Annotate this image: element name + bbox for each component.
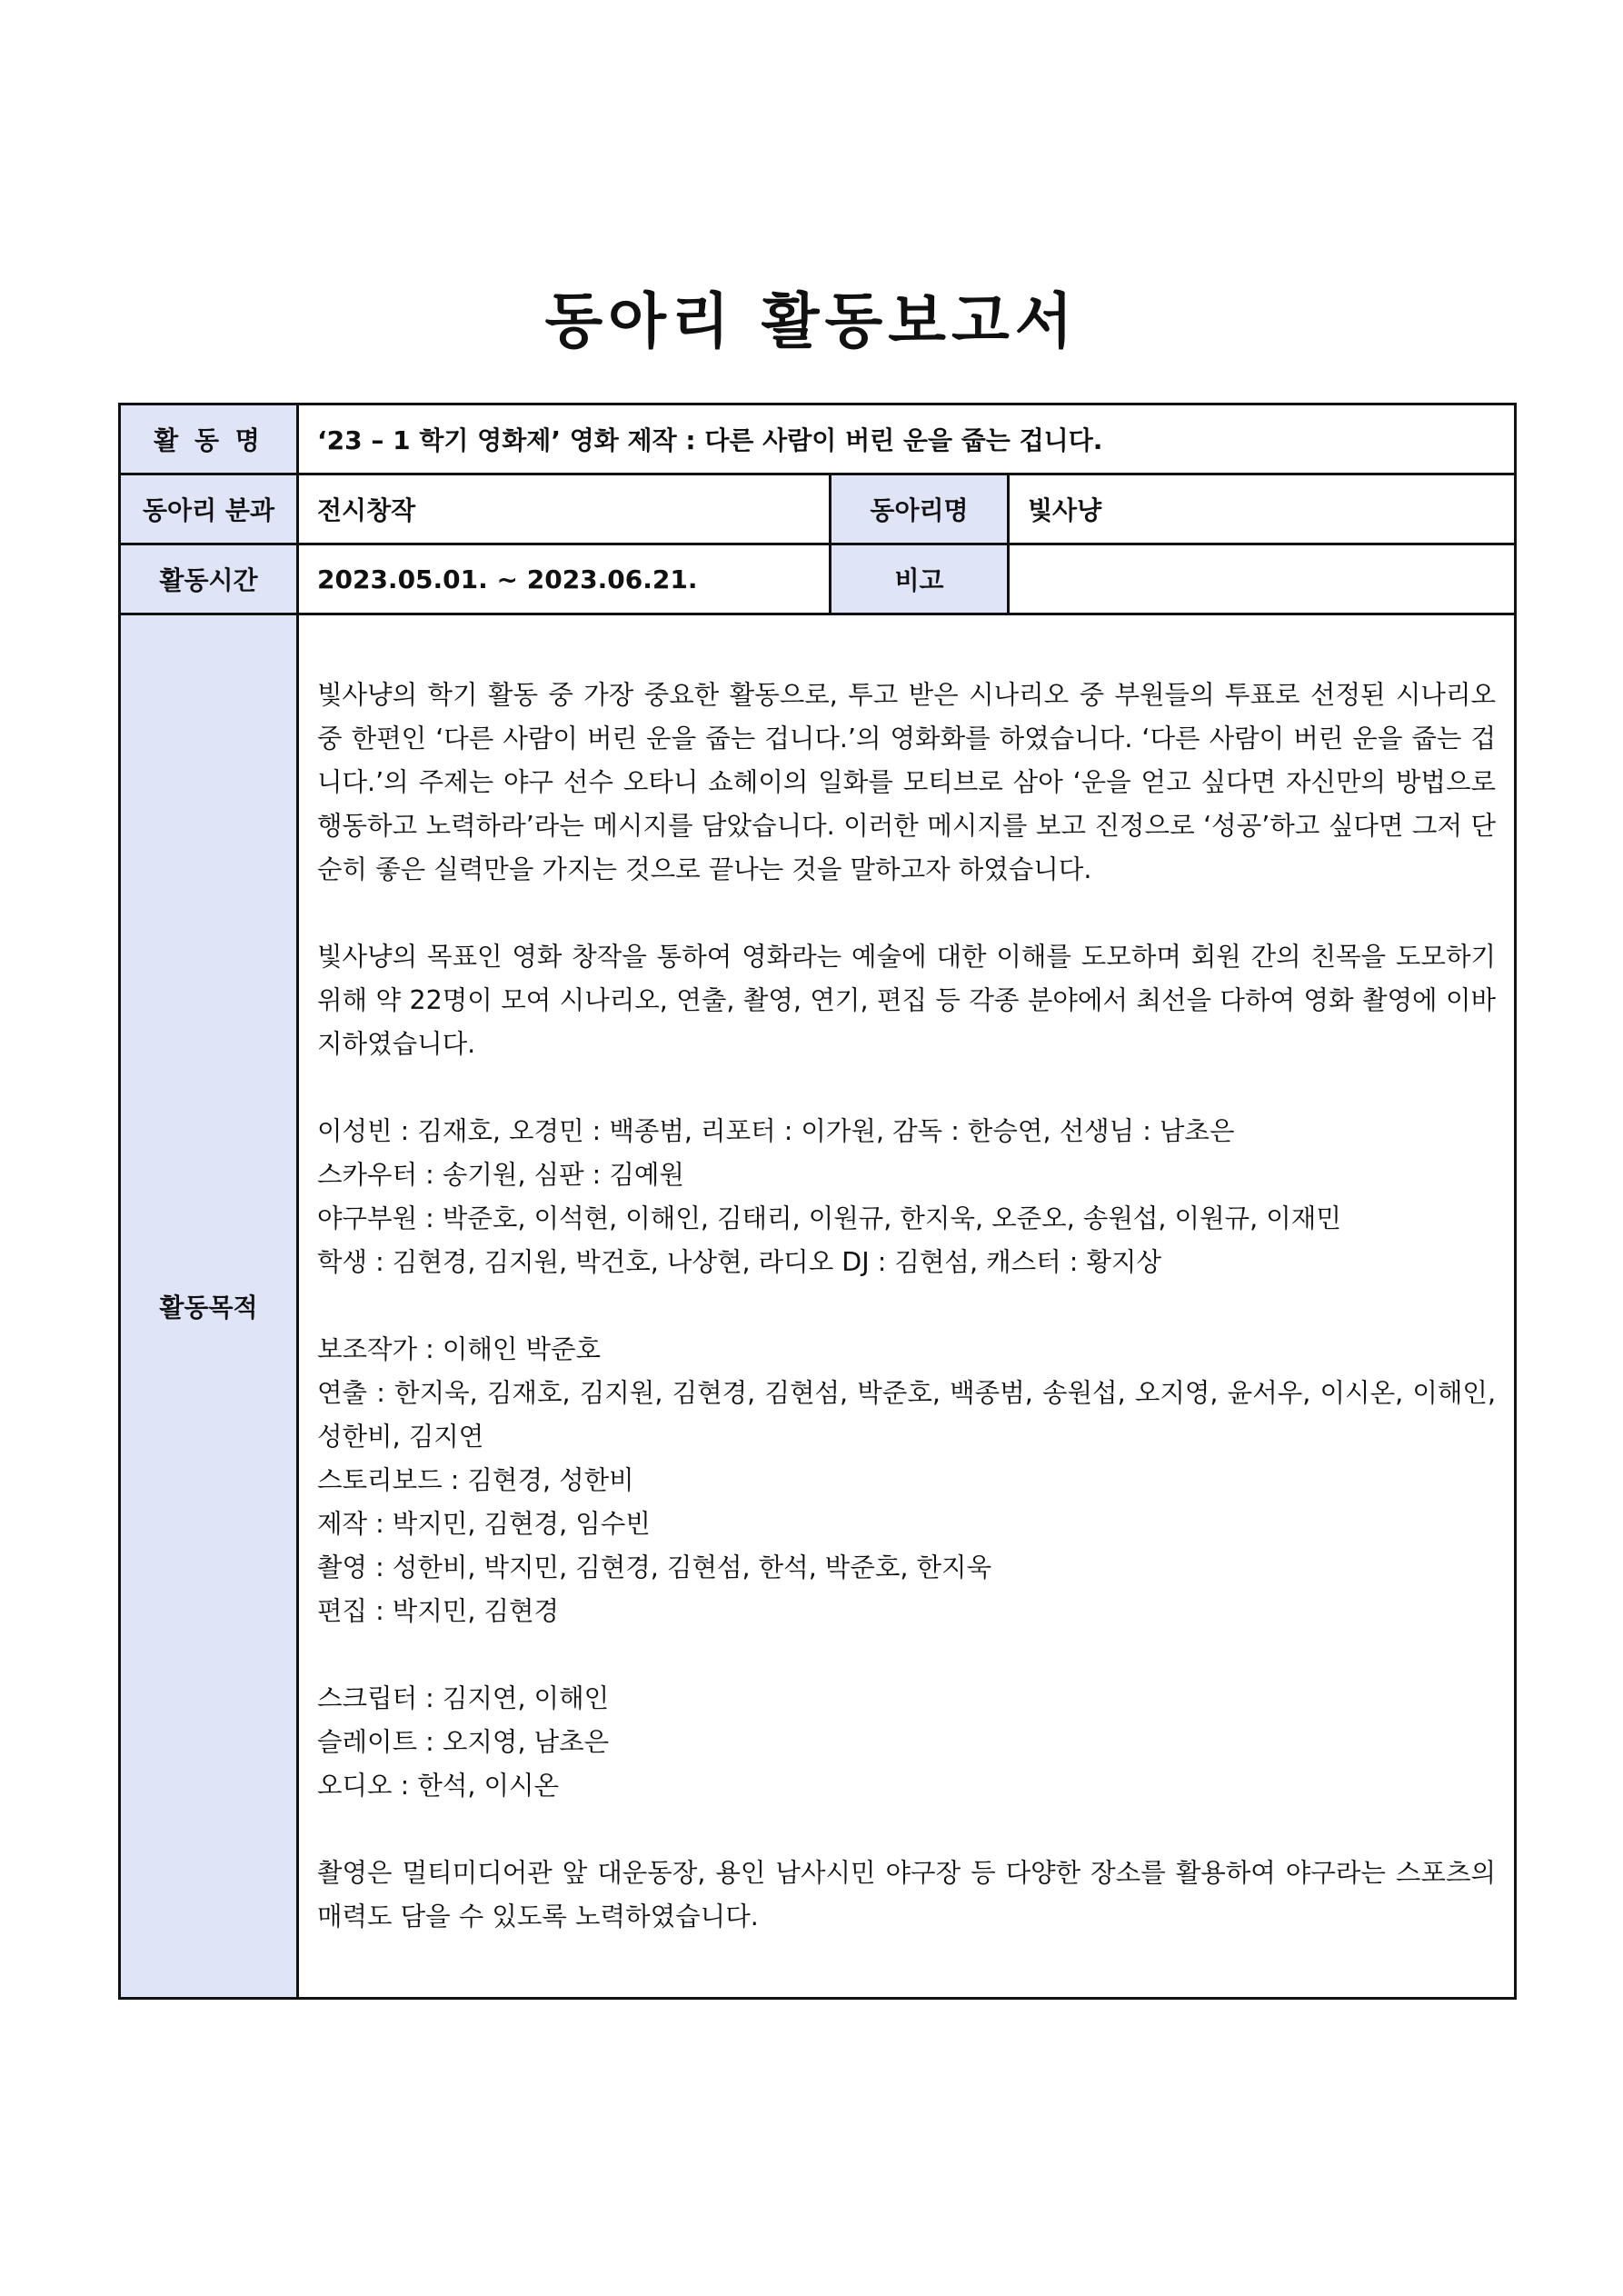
value-activity-name: ‘23 – 1 학기 영화제’ 영화 제작 : 다른 사람이 버린 운을 줍는 겁니다. — [298, 404, 1516, 474]
row-activity-period — [120, 544, 1516, 614]
value-club-division: 전시창작 — [298, 474, 831, 544]
crew-line: 촬영 : 성한비, 박지민, 김현경, 김현섬, 한석, 박준호, 한지욱 — [317, 1552, 992, 1582]
row-activity-purpose — [120, 614, 1516, 1999]
row-club-division — [120, 474, 1516, 544]
label-activity-purpose: 활동목적 — [120, 614, 298, 1999]
value-activity-period: 2023.05.01. ~ 2023.06.21. — [298, 544, 831, 614]
label-club-name: 동아리명 — [831, 474, 1009, 544]
purpose-paragraph-1: 빛사냥의 학기 활동 중 가장 중요한 활동으로, 투고 받은 시나리오 중 부원들의 투표로 선정된 시나리오 중 한편인 ‘다른 사람이 버린 운을 줍는 겁니다.’의 영화화를 하였습니다. ‘다른 사람이 버린 운을 줍는 겁니다.’의 주제는 야구 선수 오타니 쇼헤이의 일화를 모티브로 삼아 ‘운을 얻고 싶다면 자신만의 방법으로 행동하고 노력하라’라는 메시지를 담았습니다. 이러한 메시지를 보고 진정으로 ‘성공’하고 싶다면 그저 단순히 좋은 실력만을 가지는 것으로 끝나는 것을 말하고자 하였습니다. — [317, 680, 1497, 884]
support-line: 스크립터 : 김지연, 이해인 — [317, 1683, 610, 1713]
cast-line: 이성빈 : 김재호, 오경민 : 백종범, 리포터 : 이가원, 감독 : 한승연, 선생님 : 남초은 — [317, 1116, 1235, 1146]
report-table — [118, 403, 1517, 2000]
crew-line: 보조작가 : 이해인 박준호 — [317, 1334, 602, 1364]
cast-line: 야구부원 : 박준호, 이석현, 이해인, 김태리, 이원규, 한지욱, 오준오, 송원섭, 이원규, 이재민 — [317, 1203, 1341, 1233]
page-title: 동아리 활동보고서 — [544, 286, 1079, 356]
label-activity-name: 활 동 명 — [120, 404, 298, 474]
purpose-paragraph-2: 빛사냥의 목표인 영화 창작을 통하여 영화라는 예술에 대한 이해를 도모하며 회원 간의 친목을 도모하기 위해 약 22명이 모여 시나리오, 연출, 촬영, 연기, 편집 등 각종 분야에서 최선을 다하여 영화 촬영에 이바지하였습니다. — [317, 942, 1497, 1059]
value-club-name: 빛사냥 — [1009, 474, 1516, 544]
crew-line: 제작 : 박지민, 김현경, 임수빈 — [317, 1509, 651, 1539]
label-remarks: 비고 — [831, 544, 1009, 614]
activity-purpose-body — [298, 614, 1516, 1999]
row-activity-name — [120, 404, 1516, 474]
label-activity-period: 활동시간 — [120, 544, 298, 614]
cast-line: 학생 : 김현경, 김지원, 박건호, 나상현, 라디오 DJ : 김현섬, 캐스터 : 황지상 — [317, 1247, 1161, 1277]
cast-line: 스카우터 : 송기원, 심판 : 김예원 — [317, 1160, 684, 1190]
crew-line: 편집 : 박지민, 김현경 — [317, 1596, 560, 1626]
label-club-division: 동아리 분과 — [120, 474, 298, 544]
support-line: 오디오 : 한석, 이시온 — [317, 1771, 560, 1801]
crew-line: 연출 : 한지욱, 김재호, 김지원, 김현경, 김현섬, 박준호, 백종범, 송원섭, 오지영, 윤서우, 이시온, 이해인, 성한비, 김지연 — [317, 1378, 1497, 1452]
crew-line: 스토리보드 : 김현경, 성한비 — [317, 1465, 634, 1495]
support-line: 슬레이트 : 오지영, 남초은 — [317, 1727, 610, 1757]
closing-paragraph: 촬영은 멀티미디어관 앞 대운동장, 용인 남사시민 야구장 등 다양한 장소를 활용하여 야구라는 스포츠의 매력도 담을 수 있도록 노력하였습니다. — [317, 1858, 1497, 1932]
value-remarks — [1009, 544, 1516, 614]
